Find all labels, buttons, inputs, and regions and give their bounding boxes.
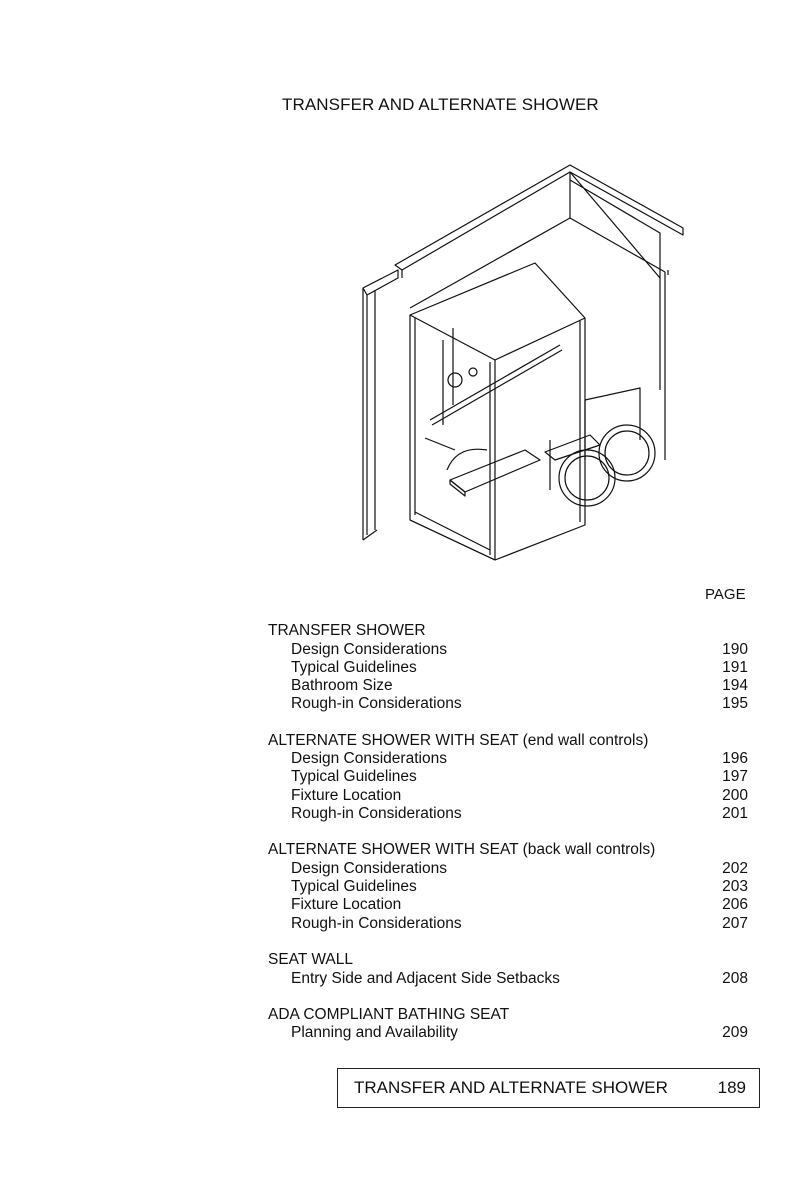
toc-section <box>268 622 748 714</box>
toc-entry[interactable] <box>268 787 748 805</box>
entry-label: Entry Side and Adjacent Side Setbacks <box>291 969 560 987</box>
entry-page: 206 <box>722 896 748 914</box>
toc-entry[interactable] <box>268 805 748 823</box>
toc-entry[interactable] <box>268 641 748 659</box>
section-title: SEAT WALL <box>268 951 353 969</box>
section-title: ADA COMPLIANT BATHING SEAT <box>268 1005 510 1023</box>
entry-label: Design Considerations <box>291 859 447 877</box>
entry-page: 194 <box>722 677 748 695</box>
page-column-header: PAGE <box>705 586 746 603</box>
toc-entry[interactable] <box>268 970 748 988</box>
entry-label: Typical Guidelines <box>291 768 417 786</box>
toc-entry[interactable] <box>268 677 748 695</box>
toc-entry[interactable] <box>268 659 748 677</box>
entry-label: Rough-in Considerations <box>291 914 462 932</box>
entry-label: Typical Guidelines <box>291 658 417 676</box>
section-title: ALTERNATE SHOWER WITH SEAT (end wall controls) <box>268 731 649 749</box>
entry-page: 201 <box>722 805 748 823</box>
entry-label: Planning and Availability <box>291 1024 458 1042</box>
entry-page: 208 <box>722 969 748 987</box>
footer-page-number: 189 <box>717 1078 746 1097</box>
shower-illustration <box>355 160 690 585</box>
entry-label: Rough-in Considerations <box>291 805 462 823</box>
entry-label: Bathroom Size <box>291 677 393 695</box>
entry-page: 195 <box>722 695 748 713</box>
entry-page: 197 <box>722 768 748 786</box>
entry-page: 200 <box>722 786 748 804</box>
entry-label: Typical Guidelines <box>291 878 417 896</box>
toc-section <box>268 841 748 933</box>
toc-entry[interactable] <box>268 860 748 878</box>
entry-page: 190 <box>722 640 748 658</box>
entry-label: Design Considerations <box>291 750 447 768</box>
entry-page: 196 <box>722 750 748 768</box>
entry-label: Fixture Location <box>291 786 402 804</box>
toc-entry[interactable] <box>268 915 748 933</box>
entry-page: 202 <box>722 859 748 877</box>
toc-entry[interactable] <box>268 768 748 786</box>
section-title: TRANSFER SHOWER <box>268 622 426 639</box>
entry-label: Rough-in Considerations <box>291 695 462 713</box>
toc-section <box>268 732 748 824</box>
table-of-contents <box>268 622 748 1061</box>
toc-section <box>268 951 748 988</box>
toc-entry[interactable] <box>268 750 748 768</box>
page-title: TRANSFER AND ALTERNATE SHOWER <box>282 95 599 114</box>
entry-page: 203 <box>722 878 748 896</box>
toc-section <box>268 1006 748 1043</box>
footer-title: TRANSFER AND ALTERNATE SHOWER <box>354 1078 668 1097</box>
toc-entry[interactable] <box>268 878 748 896</box>
toc-entry[interactable] <box>268 896 748 914</box>
toc-entry[interactable] <box>268 695 748 713</box>
entry-page: 191 <box>722 658 748 676</box>
entry-page: 207 <box>722 914 748 932</box>
section-title: ALTERNATE SHOWER WITH SEAT (back wall controls) <box>268 841 656 859</box>
footer-box <box>337 1068 760 1108</box>
entry-label: Fixture Location <box>291 896 402 914</box>
toc-entry[interactable] <box>268 1024 748 1042</box>
entry-label: Design Considerations <box>291 640 447 658</box>
entry-page: 209 <box>722 1024 748 1042</box>
